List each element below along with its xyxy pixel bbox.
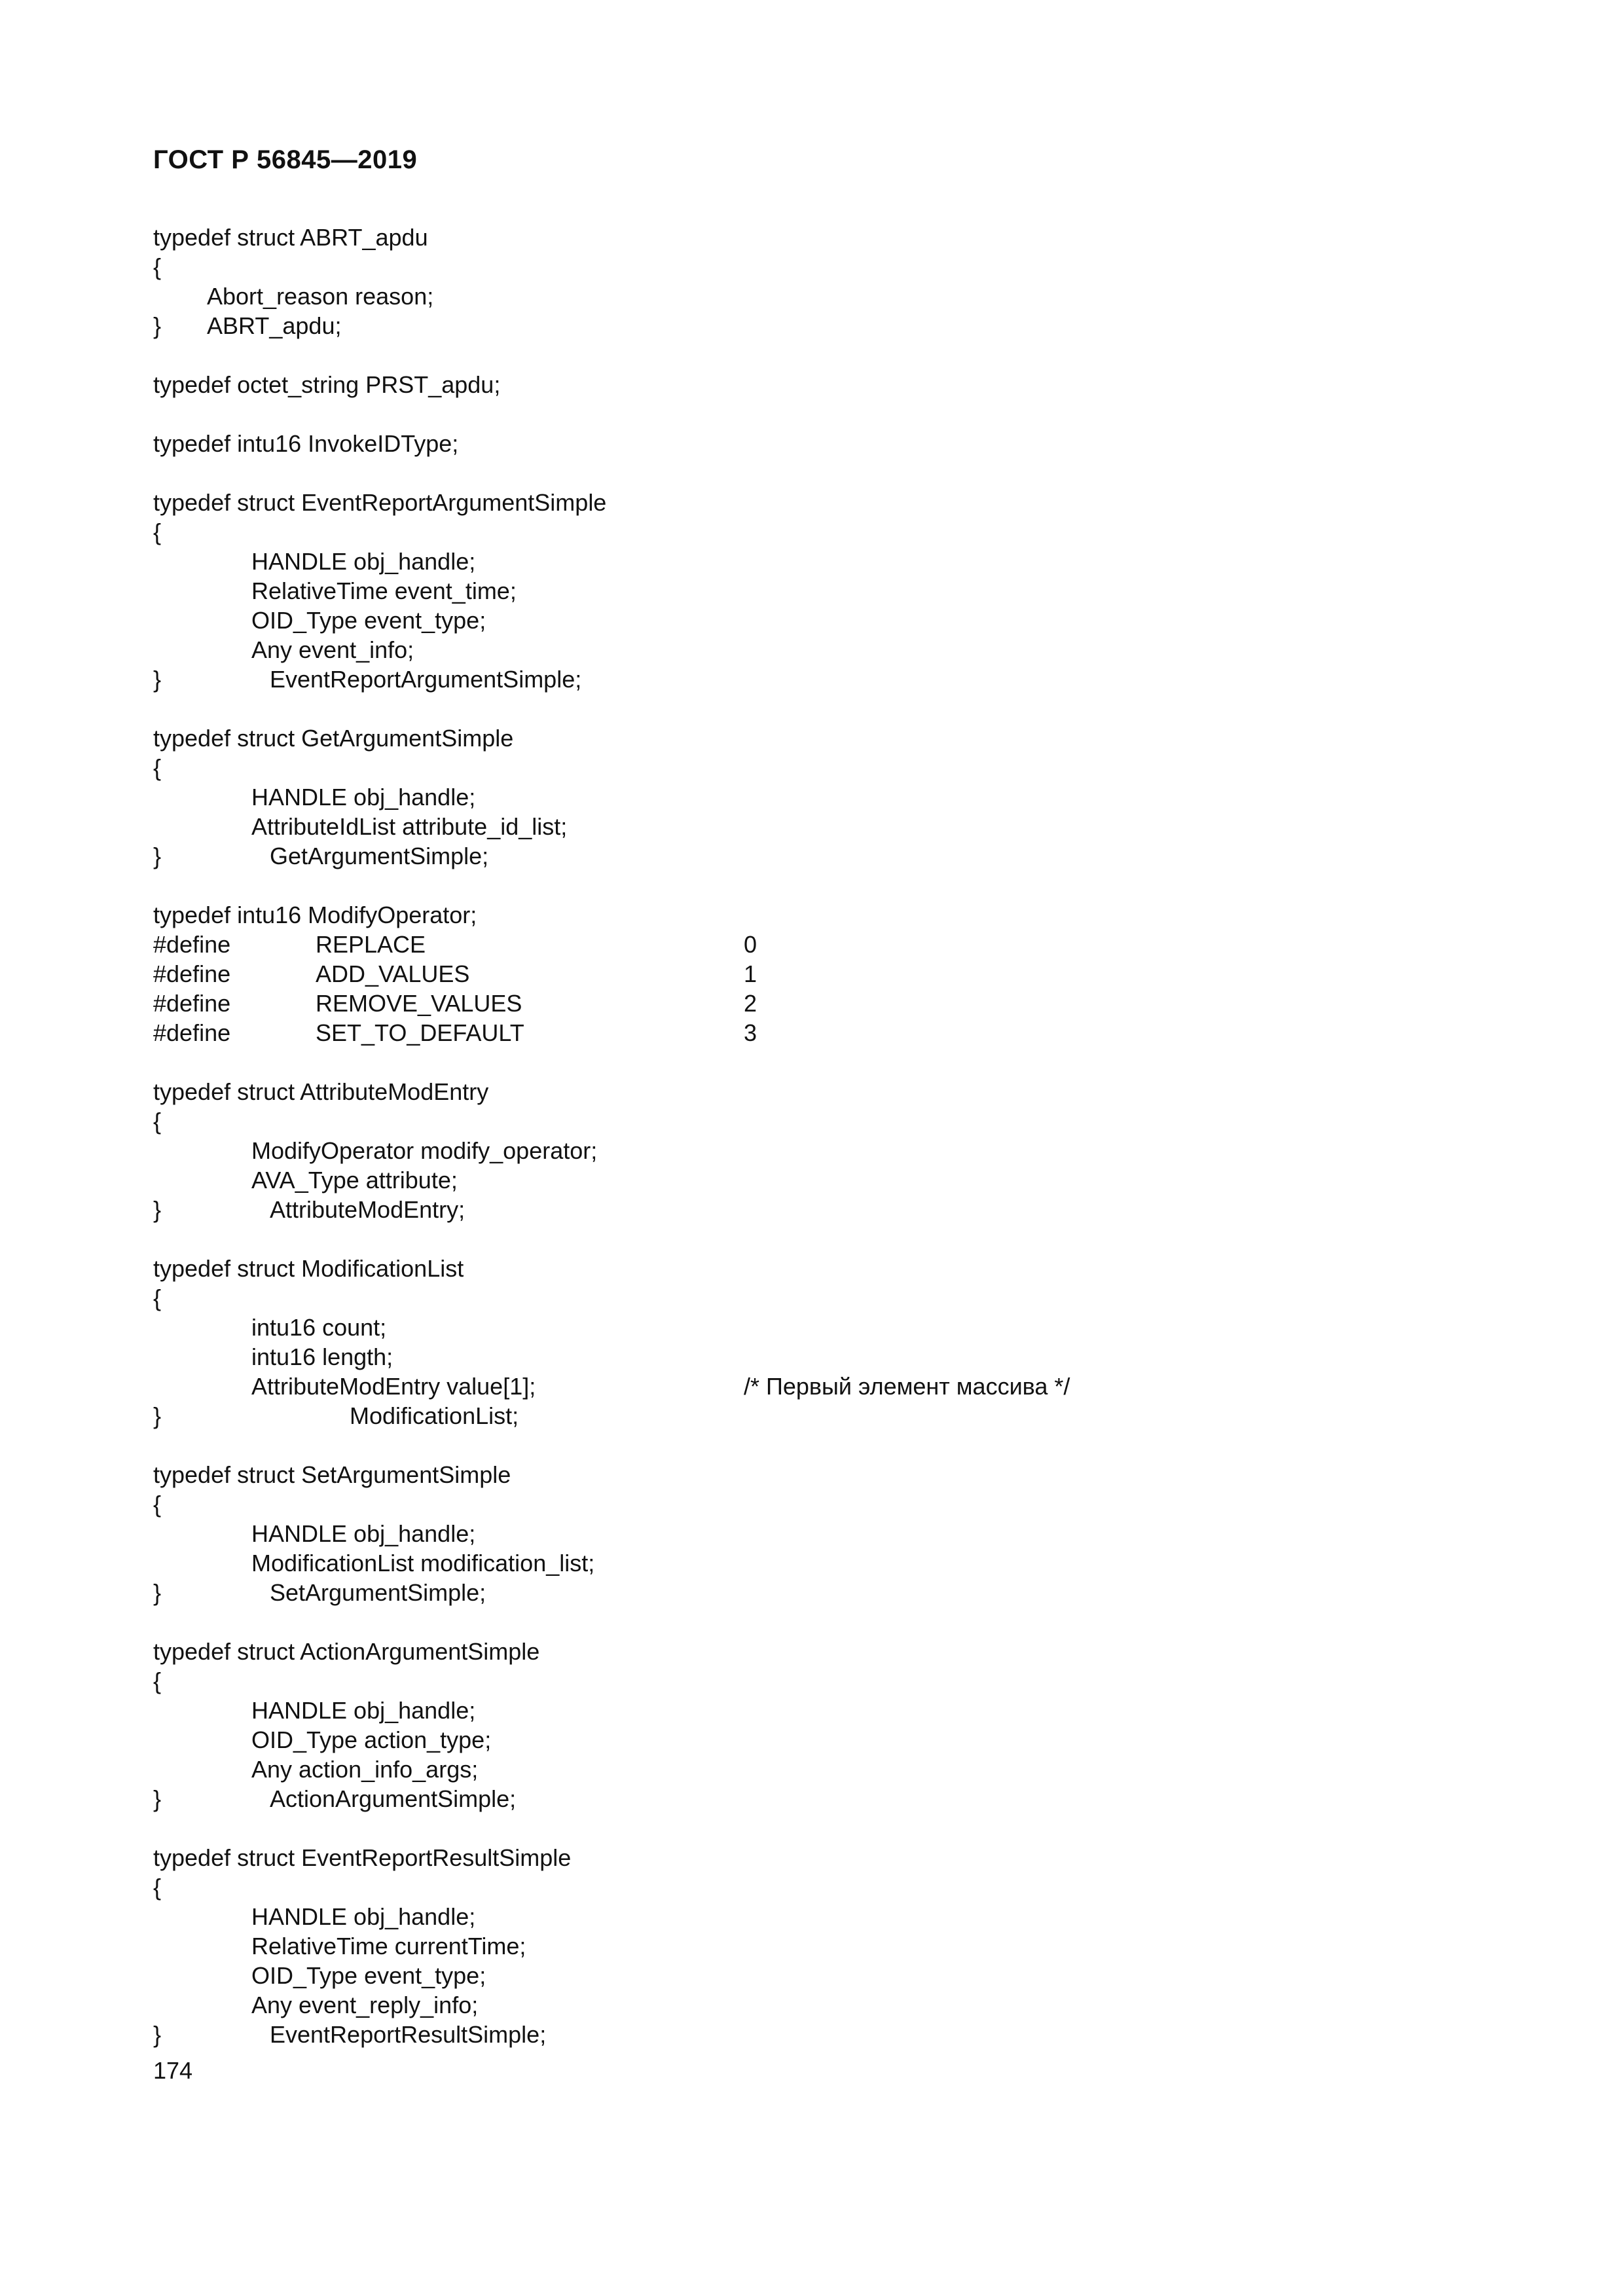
code-line: } EventReportResultSimple; — [153, 2021, 547, 2048]
code-line: HANDLE obj_handle; — [251, 548, 476, 575]
code-line: { — [153, 519, 162, 545]
code-line: } ModificationList; — [153, 1402, 519, 1429]
code-line: typedef intu16 ModifyOperator; — [153, 902, 477, 928]
code-line: typedef octet_string PRST_apdu; — [153, 371, 501, 398]
code-line: typedef struct EventReportArgumentSimple — [153, 489, 607, 516]
code-line: typedef struct ABRT_apdu — [153, 224, 428, 251]
code-line: AttributeIdList attribute_id_list; — [251, 813, 568, 840]
document-header: ГОСТ Р 56845—2019 — [153, 145, 418, 174]
code-line: OID_Type event_type; — [251, 607, 486, 634]
code-line: typedef struct ModificationList — [153, 1255, 464, 1282]
code-line: } EventReportArgumentSimple; — [153, 666, 582, 693]
code-line: } SetArgumentSimple; — [153, 1579, 486, 1606]
code-comment: /* Первый элемент массива */ — [744, 1373, 1070, 1400]
code-line: } ABRT_apdu; — [153, 312, 342, 339]
code-line: OID_Type action_type; — [251, 1726, 492, 1753]
code-line: intu16 count; — [251, 1314, 387, 1341]
define-line: #define REPLACE 0 — [153, 931, 757, 958]
code-line: HANDLE obj_handle; — [251, 1697, 476, 1724]
code-line: HANDLE obj_handle; — [251, 1520, 476, 1547]
code-line: Abort_reason reason; — [207, 283, 434, 310]
code-line: Any event_info; — [251, 636, 414, 663]
code-line: typedef struct EventReportResultSimple — [153, 1844, 572, 1871]
code-line: { — [153, 1491, 162, 1518]
code-line: { — [153, 1667, 162, 1694]
define-line: #define ADD_VALUES 1 — [153, 960, 757, 987]
code-line: typedef struct AttributeModEntry — [153, 1078, 489, 1105]
code-line: { — [153, 1285, 162, 1311]
code-line: ModificationList modification_list; — [251, 1550, 595, 1576]
define-line: #define SET_TO_DEFAULT 3 — [153, 1019, 757, 1046]
code-line: AttributeModEntry value[1]; /* Первый элемент массива */ — [251, 1373, 1070, 1400]
code-line: } AttributeModEntry; — [153, 1196, 465, 1223]
define-line: #define REMOVE_VALUES 2 — [153, 990, 757, 1017]
code-line: Any action_info_args; — [251, 1756, 479, 1783]
code-line: Any event_reply_info; — [251, 1992, 479, 2018]
code-line: { — [153, 754, 162, 781]
code-line: typedef struct ActionArgumentSimple — [153, 1638, 540, 1665]
code-line: { — [153, 1108, 162, 1135]
code-line: ModifyOperator modify_operator; — [251, 1137, 598, 1164]
code-line: intu16 length; — [251, 1343, 393, 1370]
code-line: HANDLE obj_handle; — [251, 1903, 476, 1930]
code-line: typedef struct SetArgumentSimple — [153, 1461, 511, 1488]
code-line: HANDLE obj_handle; — [251, 784, 476, 811]
code-line: RelativeTime event_time; — [251, 577, 517, 604]
code-line: { — [153, 253, 162, 280]
code-line: } GetArgumentSimple; — [153, 843, 489, 869]
code-line: RelativeTime currentTime; — [251, 1933, 526, 1959]
code-listing — [153, 223, 1495, 2049]
code-line: { — [153, 1874, 162, 1901]
code-line: typedef struct GetArgumentSimple — [153, 725, 514, 752]
code-line: typedef intu16 InvokeIDType; — [153, 430, 459, 457]
code-line: AVA_Type attribute; — [251, 1167, 458, 1194]
code-line: } ActionArgumentSimple; — [153, 1785, 517, 1812]
page-number: 174 — [153, 2057, 193, 2084]
code-line: OID_Type event_type; — [251, 1962, 486, 1989]
